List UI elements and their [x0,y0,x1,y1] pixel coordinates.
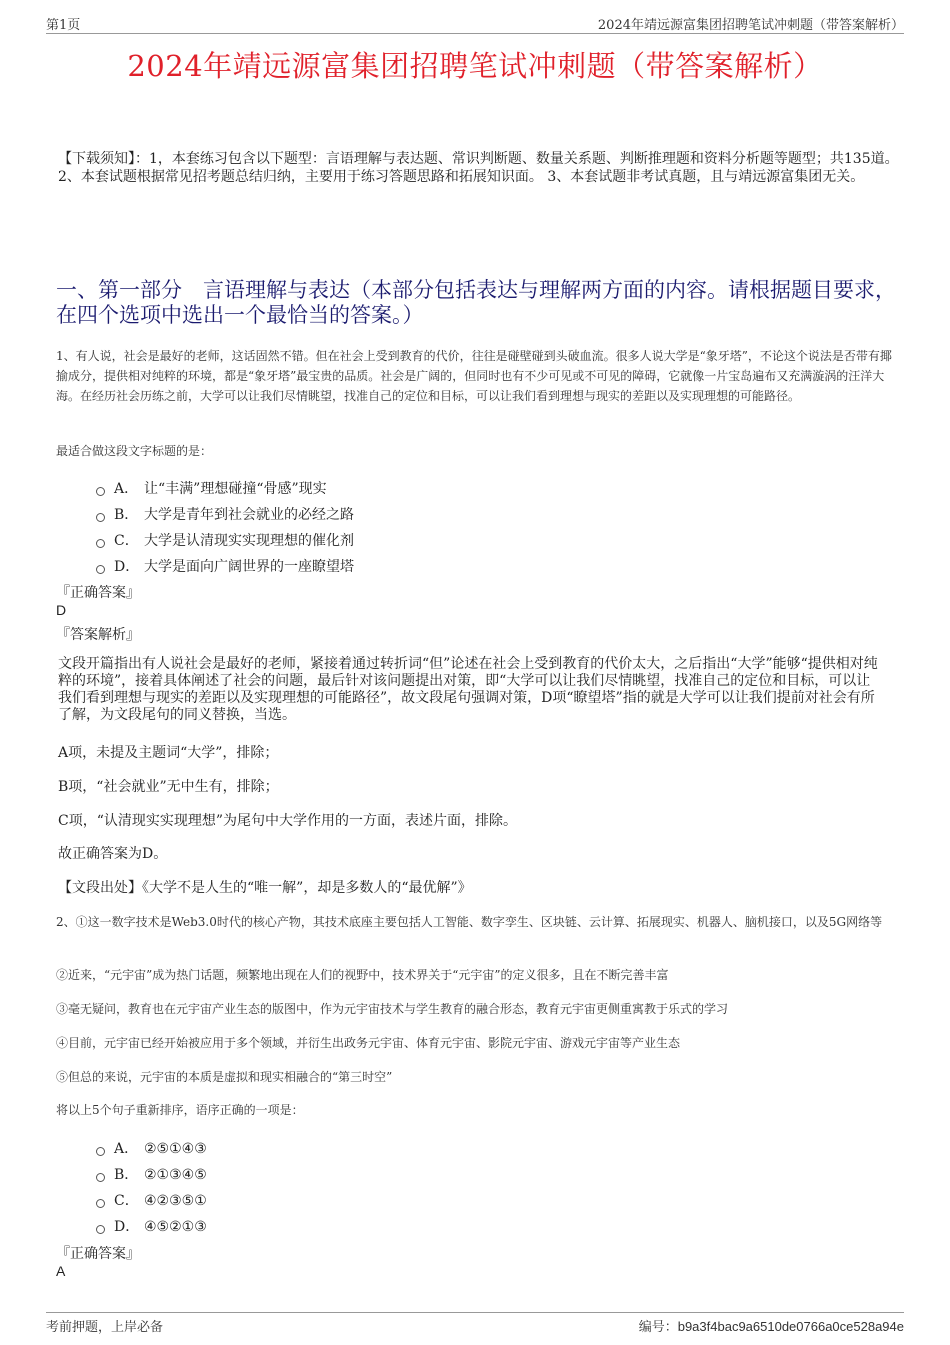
radio-icon[interactable] [96,1173,105,1182]
q1-option-c[interactable]: C． 大学是认清现实实现理想的催化剂 [96,530,354,550]
q2-option-a[interactable]: A． ②⑤①④③ [96,1138,207,1158]
q1-conclusion: 故正确答案为D。 [58,846,168,862]
footer-slogan: 考前押题，上岸必备 [46,1320,164,1335]
document-title: 2024年靖远源富集团招聘笔试冲刺题（带答案解析） [127,49,823,83]
q2-sentence-5: ⑤但总的来说，元宇宙的本质是虚拟和现实相融合的“第三时空” [56,1070,393,1084]
q2-option-b[interactable]: B． ②①③④⑤ [96,1164,207,1184]
download-notice: 【下载须知】：1，本套练习包含以下题型：言语理解与表达题、常识判断题、数量关系题、判断推理题和资料分析题等题型；共135道。 2、本套试题根据常见招考题总结归纳，主要用于练习答题思路和拓展知识面。 3、本套试题非考试真题，且与靖远源富集团无关。 [58,151,899,185]
radio-icon[interactable] [96,539,105,548]
q1-note-a: A项，未提及主题词“大学”，排除； [58,745,279,761]
q1-option-b[interactable]: B． 大学是青年到社会就业的必经之路 [96,504,354,524]
radio-icon[interactable] [96,513,105,522]
q1-option-d[interactable]: D． 大学是面向广阔世界的一座瞭望塔 [96,556,354,576]
section-heading: 一、第一部分 言语理解与表达（本部分包括表达与理解两方面的内容。请根据题目要求，在四个选项中选出一个最恰当的答案。） [56,278,896,327]
q2-prompt: 将以上5个句子重新排序，语序正确的一项是： [56,1103,304,1117]
q1-note-b: B项，“社会就业”无中生有，排除； [58,779,279,795]
radio-icon[interactable] [96,1225,105,1234]
q1-answer-label: 『正确答案』 [56,585,140,601]
footer-code-label: 编号： [638,1320,678,1335]
q2-answer: A [56,1263,66,1279]
radio-icon[interactable] [96,1147,105,1156]
radio-icon[interactable] [96,1199,105,1208]
q1-option-a[interactable]: A． 让“丰满”理想碰撞“骨感”现实 [96,478,327,498]
footer-divider [46,1312,904,1313]
q1-stem: 1、有人说，社会是最好的老师，这话固然不错。但在社会上受到教育的代价，往往是碰壁碰到头破血流。很多人说大学是“象牙塔”，不论这个说法是否带有揶揄成分，提供相对纯粹的环境，都是“象牙塔”最宝贵的品质。社会是广阔的，但同时也有不少可见或不可见的障碍，它就像一片宝岛遍布又充满漩涡的汪洋大海。在经历社会历练之前，大学可以让我们尽情眺望，找准自己的定位和目标，可以让我们看到理想与现实的差距以及实现理想的可能路径。 [56,349,892,403]
q1-prompt: 最适合做这段文字标题的是： [56,444,213,458]
q2-sentence-2: ②近来，“元宇宙”成为热门话题，频繁地出现在人们的视野中，技术界关于“元宇宙”的定义很多，且在不断完善丰富 [56,968,669,982]
q1-analysis: 文段开篇指出有人说社会是最好的老师，紧接着通过转折词“但”论述在社会上受到教育的代价太大，之后指出“大学”能够“提供相对纯粹的环境”，接着具体阐述了社会的问题，最后针对该问题提出对策，即“大学可以让我们尽情眺望，找准自己的定位和目标，可以让我们看到理想与现实的差距以及实现理想的可能路径”，故文段尾句强调对策，D项“瞭望塔”指的就是大学可以让我们提前对社会有所了解，为文段尾句的同义替换，当选。 [58,656,878,723]
running-title: 2024年靖远源富集团招聘笔试冲刺题（带答案解析） [597,18,904,33]
q2-sentence-3: ③毫无疑问，教育也在元宇宙产业生态的版图中，作为元宇宙技术与学生教育的融合形态，教育元宇宙更侧重寓教于乐式的学习 [56,1002,729,1016]
q2-option-c[interactable]: C． ④②③⑤① [96,1190,207,1210]
radio-icon[interactable] [96,487,105,496]
q1-answer: D [56,602,67,618]
radio-icon[interactable] [96,565,105,574]
q2-option-d[interactable]: D． ④⑤②①③ [96,1216,207,1236]
q1-note-c: C项，“认清现实实现理想”为尾句中大学作用的一方面，表述片面，排除。 [58,813,518,829]
q1-source: 【文段出处】《大学不是人生的“唯一解”，却是多数人的“最优解”》 [58,880,472,896]
header-divider [46,33,904,34]
page-number: 第1页 [46,18,81,33]
footer-code [639,1316,904,1335]
footer-code-value: b9a3f4bac9a6510de0766a0ce528a94e [677,1319,904,1334]
q1-analysis-label: 『答案解析』 [56,627,140,643]
q2-sentence-4: ④目前，元宇宙已经开始被应用于多个领域，并衍生出政务元宇宙、体育元宇宙、影院元宇宙、游戏元宇宙等产业生态 [56,1036,681,1050]
q2-answer-label: 『正确答案』 [56,1246,140,1262]
q2-sentence-1: 2、①这一数字技术是Web3.0时代的核心产物，其技术底座主要包括人工智能、数字孪生、区块链、云计算、拓展现实、机器人、脑机接口，以及5G网络等 [56,915,883,929]
